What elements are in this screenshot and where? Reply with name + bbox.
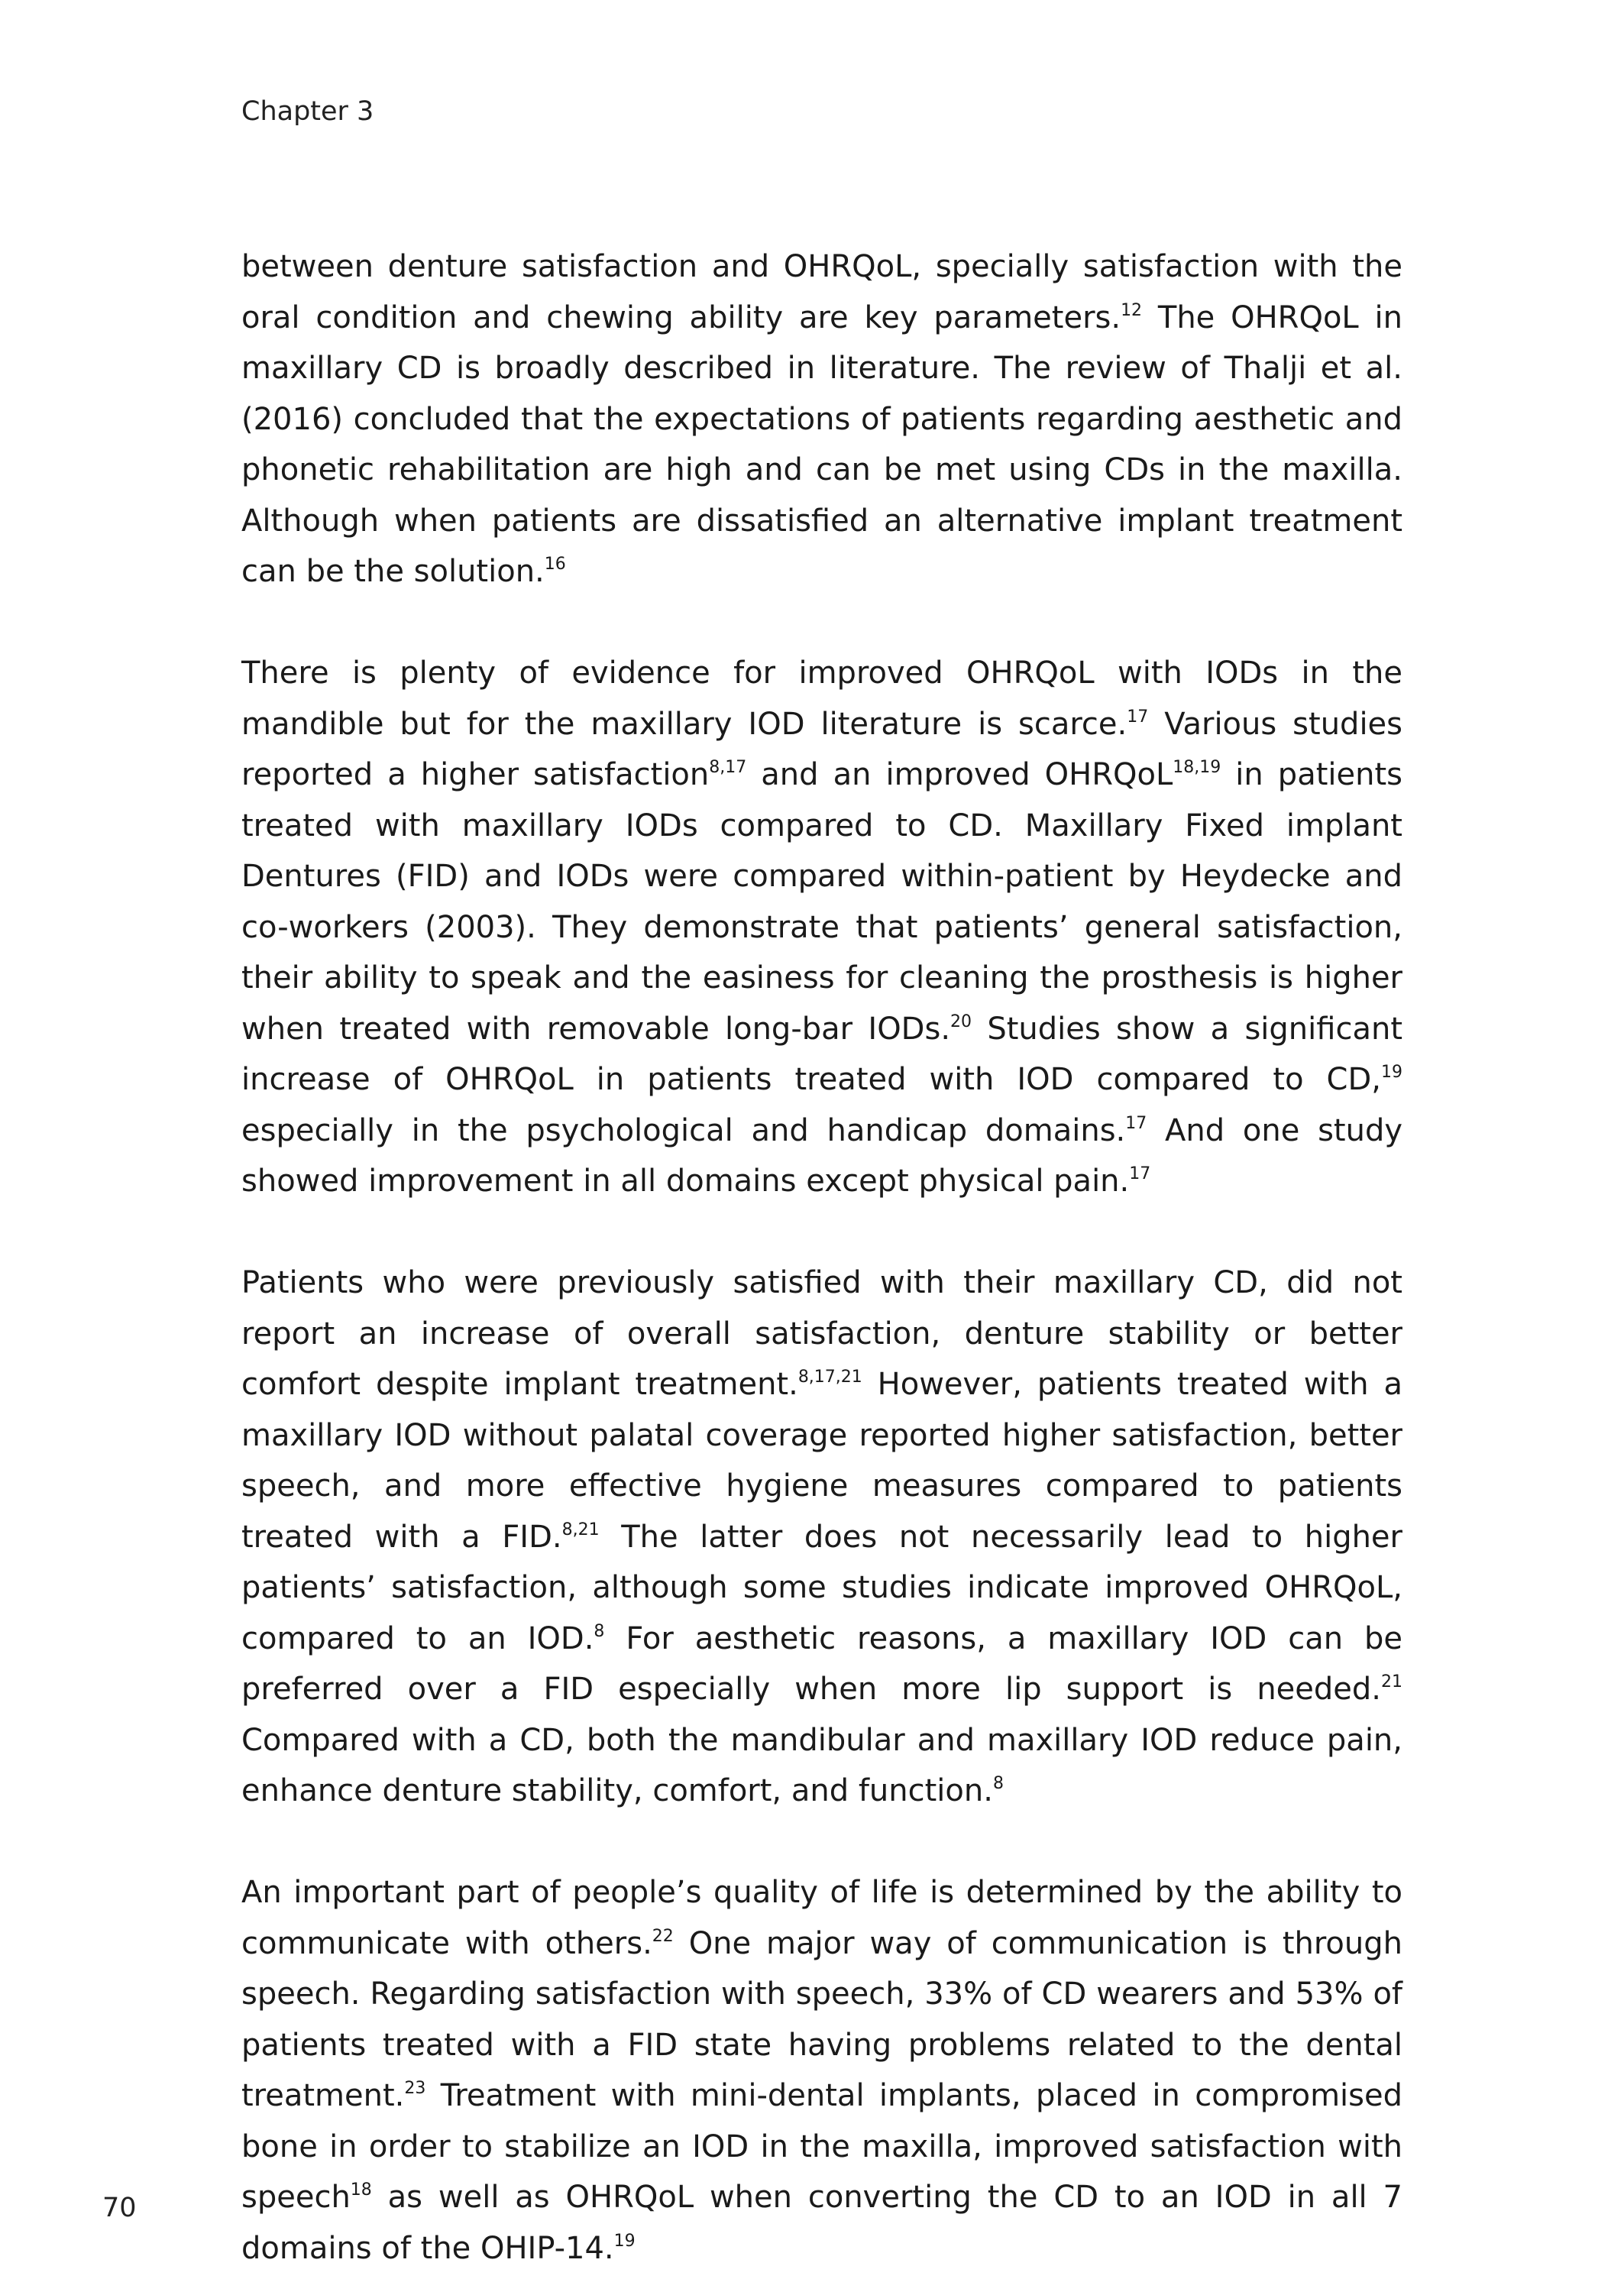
text-run: One major way of communication is through speech. Regarding satisfaction with speech, 33% of CD wearers and 53% of patients treated with a FID state having problems related to the dental treatment. bbox=[241, 1925, 1402, 2113]
text-run: between denture satisfaction and OHRQoL, specially satisfaction with the oral condition and chewing ability are key parameters. bbox=[241, 249, 1402, 335]
citation-reference: 19 bbox=[1381, 1063, 1402, 1082]
paragraph-4 bbox=[241, 1867, 1402, 2274]
text-run: in patients treated with maxillary IODs compared to CD. Maxillary Fixed implant Dentures (FID) and IODs were compared within-patient by Heydecke and co-workers (2003). They demonstrate that patients’ general satisfaction, their ability to speak and the easiness for cleaning the prosthesis is higher when treated with removable long-bar IODs. bbox=[241, 757, 1402, 1047]
citation-reference: 18,19 bbox=[1173, 758, 1221, 777]
citation-reference: 23 bbox=[404, 2079, 426, 2098]
citation-reference: 18 bbox=[350, 2180, 372, 2200]
text-run: For aesthetic reasons, a maxillary IOD can be preferred over a FID especially when more lip support is needed. bbox=[241, 1620, 1402, 1707]
running-header: Chapter 3 bbox=[241, 96, 374, 127]
text-run: There is plenty of evidence for improved OHRQoL with IODs in the mandible but for the maxillary IOD literature is scarce. bbox=[241, 656, 1402, 742]
text-run: Various studies reported a higher satisfaction bbox=[241, 706, 1403, 792]
citation-reference: 8,17,21 bbox=[797, 1368, 862, 1387]
citation-reference: 17 bbox=[1129, 1164, 1151, 1183]
citation-reference: 12 bbox=[1121, 300, 1143, 320]
text-run: The latter does not necessarily lead to higher patients’ satisfaction, although some studies indicate improved OHRQoL, compared to an IOD. bbox=[241, 1519, 1402, 1656]
paragraph-1 bbox=[241, 241, 1402, 597]
paragraph-2 bbox=[241, 648, 1402, 1207]
citation-reference: 8 bbox=[594, 1621, 605, 1641]
citation-reference: 19 bbox=[613, 2231, 636, 2251]
text-run: and an improved OHRQoL bbox=[746, 757, 1173, 792]
text-run: The OHRQoL in maxillary CD is broadly described in literature. The review of Thalji et al. (2016) concluded that the expectations of patients regarding aesthetic and phonetic rehabilitation are high and can be met using CDs in the maxilla. Although when patients are dissatisfied an alternative implant treatment can be the solution. bbox=[241, 299, 1402, 589]
paragraph-3 bbox=[241, 1258, 1402, 1817]
page-number: 70 bbox=[102, 2193, 137, 2223]
text-run: However, patients treated with a maxillary IOD without palatal coverage reported higher satisfaction, better speech, and more effective hygiene measures compared to patients treated with a FID. bbox=[241, 1367, 1402, 1555]
text-run: An important part of people’s quality of life is determined by the ability to communicate with others. bbox=[241, 1875, 1402, 1961]
text-run: Patients who were previously satisfied with their maxillary CD, did not report an increase of overall satisfaction, denture stability or better comfort despite implant treatment. bbox=[241, 1265, 1402, 1402]
citation-reference: 16 bbox=[544, 555, 566, 574]
citation-reference: 17 bbox=[1127, 707, 1149, 727]
citation-reference: 22 bbox=[652, 1926, 674, 1946]
citation-reference: 8,17 bbox=[709, 758, 747, 777]
text-run: Compared with a CD, both the mandibular and maxillary IOD reduce pain, enhance denture stability, comfort, and function. bbox=[241, 1722, 1402, 1808]
citation-reference: 21 bbox=[1381, 1672, 1402, 1691]
citation-reference: 20 bbox=[950, 1012, 972, 1031]
text-run: Studies show a significant increase of OHRQoL in patients treated with IOD compared to CD, bbox=[241, 1011, 1403, 1097]
text-run: as well as OHRQoL when converting the CD to an IOD in all 7 domains of the OHIP-14. bbox=[241, 2180, 1402, 2266]
citation-reference: 8 bbox=[992, 1774, 1004, 1793]
citation-reference: 17 bbox=[1125, 1113, 1147, 1133]
text-run: Treatment with mini-dental implants, placed in compromised bone in order to stabilize an IOD in the maxilla, improved satisfaction with speech bbox=[241, 2078, 1402, 2215]
text-run: especially in the psychological and handicap domains. bbox=[241, 1112, 1126, 1148]
citation-reference: 8,21 bbox=[561, 1520, 600, 1539]
text-run: And one study showed improvement in all domains except physical pain. bbox=[241, 1112, 1403, 1199]
body-text bbox=[241, 241, 1402, 2274]
